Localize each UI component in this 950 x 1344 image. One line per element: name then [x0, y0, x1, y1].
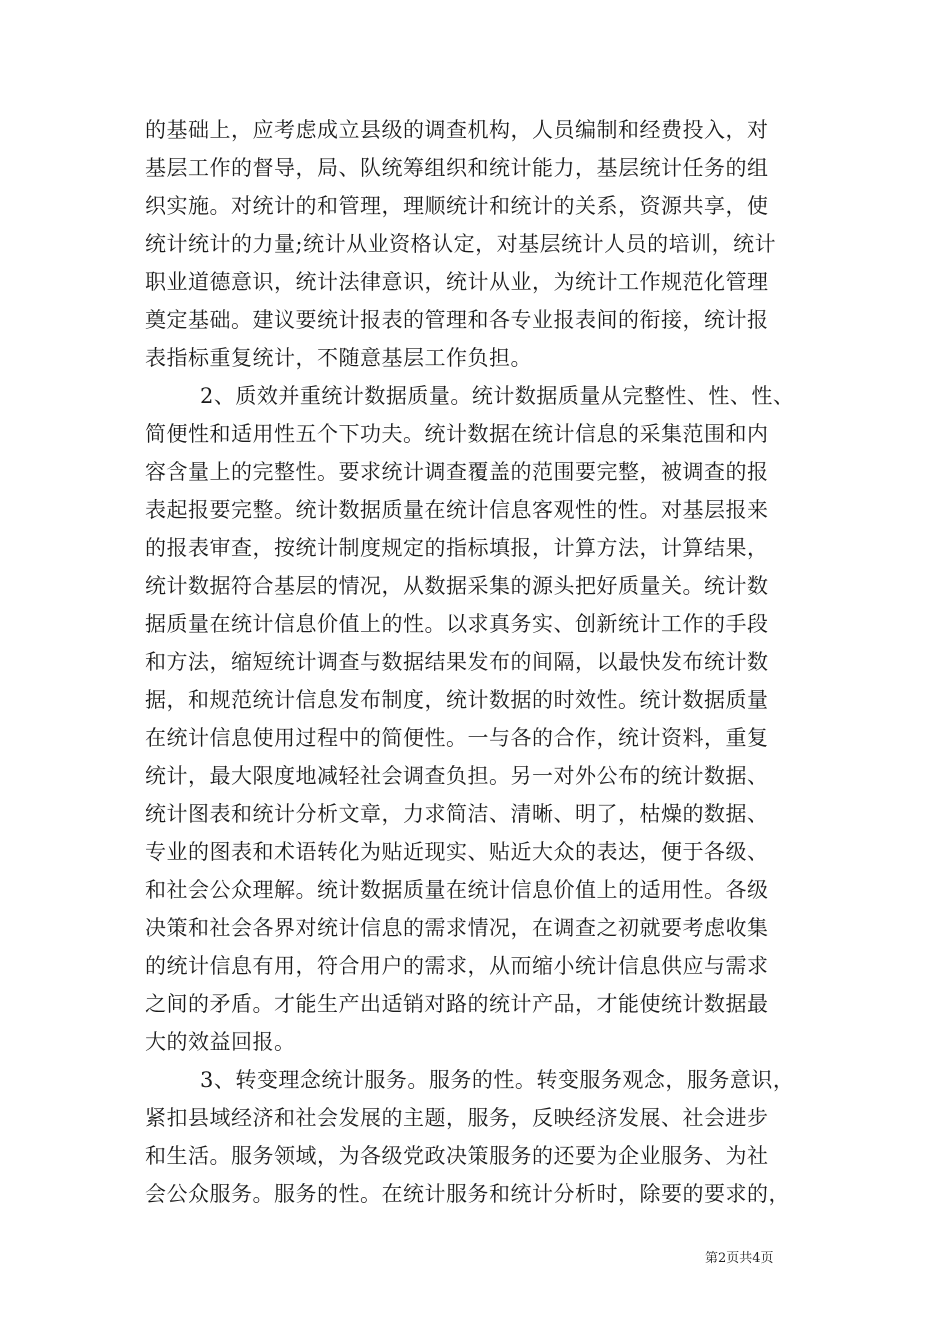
text-line: 据质量在统计信息价值上的性。以求真务实、创新统计工作的手段 [145, 612, 769, 636]
text-line: 据，和规范统计信息发布制度，统计数据的时效性。统计数据质量 [145, 688, 769, 712]
text-line: 和方法，缩短统计调查与数据结果发布的间隔，以最快发布统计数 [145, 650, 769, 674]
text-line: 之间的矛盾。才能生产出适销对路的统计产品，才能使统计数据最 [145, 992, 769, 1016]
text-line: 大的效益回报。 [145, 1030, 296, 1054]
text-line: 的报表审查，按统计制度规定的指标填报，计算方法，计算结果， [145, 536, 769, 560]
text-line: 统计统计的力量;统计从业资格认定，对基层统计人员的培训，统计 [145, 232, 777, 256]
text-line: 的统计信息有用，符合用户的需求，从而缩小统计信息供应与需求 [145, 954, 769, 978]
paragraph-start-line: 2、质效并重统计数据质量。统计数据质量从完整性、性、性、 [200, 384, 795, 408]
text-line: 统计，最大限度地减轻社会调查负担。另一对外公布的统计数据、 [145, 764, 769, 788]
text-line: 织实施。对统计的和管理，理顺统计和统计的关系，资源共享，使 [145, 194, 769, 218]
text-line: 在统计信息使用过程中的简便性。一与各的合作，统计资料，重复 [145, 726, 769, 750]
text-line: 和社会公众理解。统计数据质量在统计信息价值上的适用性。各级 [145, 878, 769, 902]
text-line: 容含量上的完整性。要求统计调查覆盖的范围要完整，被调查的报 [145, 460, 769, 484]
page-number-label: 第2页共4页 [705, 1251, 774, 1266]
text-line: 表起报要完整。统计数据质量在统计信息客观性的性。对基层报来 [145, 498, 769, 522]
text-line: 奠定基础。建议要统计报表的管理和各专业报表间的衔接，统计报 [145, 308, 769, 332]
text-line: 和生活。服务领域，为各级党政决策服务的还要为企业服务、为社 [145, 1144, 769, 1168]
paragraph-start-line: 3、转变理念统计服务。服务的性。转变服务观念，服务意识， [200, 1068, 795, 1092]
text-line: 职业道德意识，统计法律意识，统计从业，为统计工作规范化管理 [145, 270, 769, 294]
text-line: 决策和社会各界对统计信息的需求情况，在调查之初就要考虑收集 [145, 916, 769, 940]
text-line: 的基础上，应考虑成立县级的调查机构，人员编制和经费投入，对 [145, 118, 769, 142]
text-line: 紧扣县域经济和社会发展的主题，服务，反映经济发展、社会进步 [145, 1106, 769, 1130]
text-line: 基层工作的督导，局、队统筹组织和统计能力，基层统计任务的组 [145, 156, 769, 180]
text-line: 统计数据符合基层的情况，从数据采集的源头把好质量关。统计数 [145, 574, 769, 598]
text-line: 会公众服务。服务的性。在统计服务和统计分析时，除要的要求的， [145, 1182, 790, 1206]
text-line: 专业的图表和术语转化为贴近现实、贴近大众的表达，便于各级、 [145, 840, 769, 864]
page-number-footer [705, 1250, 774, 1268]
text-line: 表指标重复统计，不随意基层工作负担。 [145, 346, 532, 370]
text-line: 统计图表和统计分析文章，力求简洁、清晰、明了，枯燥的数据、 [145, 802, 769, 826]
text-line: 简便性和适用性五个下功夫。统计数据在统计信息的采集范围和内 [145, 422, 769, 446]
